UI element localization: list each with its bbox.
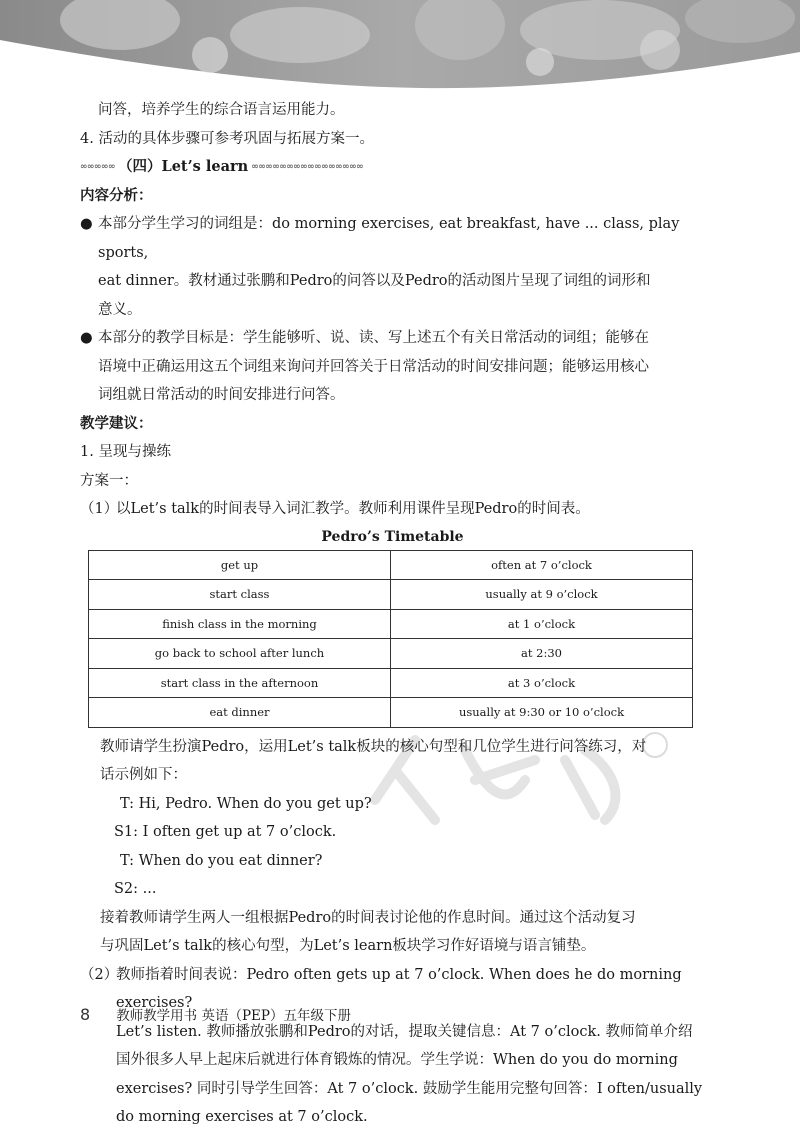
text-line: 教师请学生扮演Pedro，运用Let’s talk板块的核心句型和几位学生进行问答练习，对	[100, 738, 647, 755]
timetable	[88, 550, 693, 728]
dialogue-line: T: When do you eat dinner?	[120, 852, 323, 869]
time-cell: usually at 9:30 or 10 o’clock	[391, 698, 693, 728]
text-line: 教师指着时间表说：Pedro often gets up at 7 o’clock. When does he do morning exercises?	[116, 966, 682, 1011]
table-row	[89, 698, 693, 728]
page-number: 8	[80, 1004, 91, 1024]
table-row	[89, 550, 693, 580]
bullet-line: 语境中正确运用这五个词组来询问并回答关于日常活动的时间安排问题；能够运用核心	[98, 358, 649, 375]
time-cell: usually at 9 o’clock	[391, 580, 693, 610]
time-cell: at 1 o’clock	[391, 609, 693, 639]
text-line: 国外很多人早上起床后就进行体育锻炼的情况。学生学说：When do you do morning	[116, 1052, 678, 1068]
dialogue-line: S2: ...	[114, 881, 157, 897]
paragraph-text: 以Let’s talk的时间表导入词汇教学。教师利用课件呈现Pedro的时间表。	[116, 501, 590, 517]
activity-cell: eat dinner	[89, 698, 391, 728]
section-title: （四）Let’s learn	[118, 158, 249, 175]
page-content	[80, 96, 705, 1132]
time-cell: at 2:30	[391, 639, 693, 669]
activity-cell: get up	[89, 550, 391, 580]
dialogue-line: S1: I often get up at 7 o’clock.	[114, 824, 337, 840]
text-line: 与巩固Let’s talk的核心句型，为Let’s learn板块学习作好语境与语言铺垫。	[100, 938, 596, 954]
text-line: do morning exercises at 7 o’clock.	[116, 1109, 368, 1125]
dialogue-line: T: Hi, Pedro. When do you get up?	[120, 795, 372, 812]
table-row	[89, 609, 693, 639]
table-row	[89, 580, 693, 610]
continuation-line: 问答，培养学生的综合语言运用能力。	[98, 102, 345, 118]
roleplay-instructions	[80, 733, 705, 790]
activity-cell: finish class in the morning	[89, 609, 391, 639]
dialogue	[80, 790, 705, 904]
follow-up-text	[80, 904, 705, 961]
content-analysis-heading: 内容分析：	[80, 186, 153, 204]
header-banner-image	[0, 0, 800, 100]
section-heading	[80, 153, 705, 182]
paragraph-number: （2）	[80, 966, 119, 983]
activity-cell: start class in the afternoon	[89, 668, 391, 698]
step-1: 1. 呈现与操练	[80, 444, 171, 460]
bullet-line: 本部分学生学习的词组是：do morning exercises, eat breakfast, have ... class, play sports,	[98, 216, 680, 261]
text-line: 话示例如下：	[100, 767, 187, 783]
wave-ornament-right: ∞∞∞∞∞∞∞∞∞∞∞∞∞∞∞∞	[251, 162, 364, 172]
teaching-suggestions-heading: 教学建议：	[80, 414, 153, 432]
paragraph-number: （1）	[80, 501, 119, 517]
bullet-dot-icon: ●	[80, 330, 93, 346]
time-cell: often at 7 o’clock	[391, 550, 693, 580]
bullet-line: 本部分的教学目标是：学生能够听、说、读、写上述五个有关日常活动的词组；能够在	[98, 330, 649, 346]
text-line: exercises? 同时引导学生回答：At 7 o’clock. 鼓励学生能用完整句回答：I often/usually	[116, 1080, 703, 1097]
text-line: 接着教师请学生两人一组根据Pedro的时间表讨论他的作息时间。通过这个活动复习	[100, 909, 636, 926]
book-title: 教师教学用书 英语（PEP）五年级下册	[116, 1008, 352, 1024]
bullet-line: eat dinner。教材通过张鹏和Pedro的问答以及Pedro的活动图片呈现了词组的词形和	[98, 273, 651, 289]
activity-cell: start class	[89, 580, 391, 610]
paragraph-2	[80, 961, 705, 1132]
bullet-line: 意义。	[98, 301, 142, 318]
text-line: Let’s listen. 教师播放张鹏和Pedro的对话，提取关键信息：At 7 o’clock. 教师简单介绍	[116, 1023, 693, 1040]
bullet-line: 词组就日常活动的时间安排进行问答。	[98, 387, 345, 403]
analysis-bullet-2	[80, 324, 705, 410]
paragraph-1	[80, 495, 705, 524]
activity-cell: go back to school after lunch	[89, 639, 391, 669]
bullet-dot-icon: ●	[80, 216, 93, 232]
time-cell: at 3 o’clock	[391, 668, 693, 698]
page-footer	[80, 1004, 351, 1024]
table-row	[89, 668, 693, 698]
item-4: 4. 活动的具体步骤可参考巩固与拓展方案一。	[80, 130, 374, 147]
analysis-bullet-1	[80, 210, 705, 324]
wave-ornament-left: ∞∞∞∞∞	[80, 162, 115, 172]
timetable-title: Pedro’s Timetable	[321, 528, 464, 545]
table-row	[89, 639, 693, 669]
plan-1: 方案一：	[80, 472, 138, 489]
